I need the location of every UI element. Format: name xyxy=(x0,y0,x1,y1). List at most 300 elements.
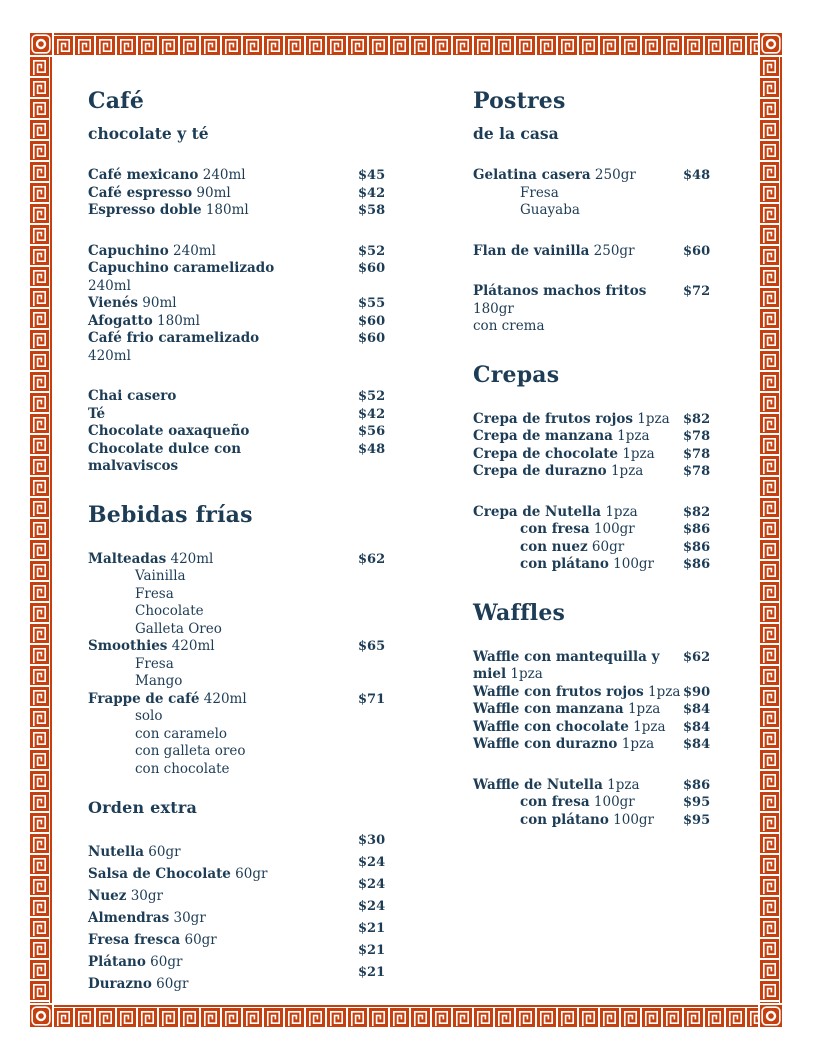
greek-key-tile-icon xyxy=(180,1008,199,1027)
item-detail: 90ml xyxy=(192,184,231,201)
item-name: Gelatina casera xyxy=(473,167,591,183)
item-text xyxy=(473,185,683,203)
item-price: $72 xyxy=(683,284,711,299)
item-price: $84 xyxy=(683,702,711,717)
greek-key-tile-icon xyxy=(30,330,49,349)
greek-key-tile-icon xyxy=(760,729,779,748)
menu-group xyxy=(473,283,725,336)
item-name: Nutella xyxy=(88,844,144,860)
item-text xyxy=(88,603,358,621)
greek-key-tile-icon xyxy=(30,666,49,685)
greek-key-tile-icon xyxy=(222,1008,241,1027)
item-detail: 90ml xyxy=(137,295,177,311)
item-detail: 180ml xyxy=(201,202,249,218)
greek-key-tile-icon xyxy=(642,1008,661,1027)
menu-section-bebidas-frias xyxy=(88,502,384,779)
section-title: Orden extra xyxy=(88,798,198,817)
item-detail: Fresa xyxy=(135,585,174,602)
menu-row xyxy=(88,185,384,203)
item-detail: 1pza xyxy=(617,736,655,752)
greek-key-tile-icon xyxy=(285,36,304,55)
item-price: $78 xyxy=(683,464,711,479)
item-price: $82 xyxy=(683,411,711,427)
greek-key-tile-icon xyxy=(54,1008,73,1027)
menu-group xyxy=(473,649,725,754)
greek-key-tile-icon xyxy=(760,939,779,958)
greek-key-tile-icon xyxy=(600,1008,619,1027)
greek-key-tile-icon xyxy=(760,624,779,643)
greek-key-tile-icon xyxy=(30,393,49,412)
greek-key-tile-icon xyxy=(760,981,779,1000)
greek-key-tile-icon xyxy=(30,351,49,370)
menu-row xyxy=(88,621,384,639)
menu-row xyxy=(88,568,384,586)
greek-key-tile-icon xyxy=(760,519,779,538)
greek-key-tile-icon xyxy=(760,792,779,811)
item-detail: 60gr xyxy=(230,866,268,882)
item-price: $60 xyxy=(358,313,386,329)
greek-key-tile-icon xyxy=(180,36,199,55)
item-name: Waffle con mantequilla y xyxy=(473,648,660,665)
item-detail: 250gr xyxy=(590,167,636,183)
item-name: Plátano xyxy=(88,954,146,970)
section-title: Crepas xyxy=(473,361,560,388)
greek-key-tile-icon xyxy=(663,36,682,55)
greek-key-tile-icon xyxy=(760,99,779,118)
item-detail: Fresa xyxy=(520,184,559,201)
greek-key-tile-icon xyxy=(760,540,779,559)
item-text xyxy=(88,185,358,203)
greek-key-tile-icon xyxy=(474,1008,493,1027)
greek-key-tile-icon xyxy=(747,1008,758,1027)
greek-key-tile-icon xyxy=(495,1008,514,1027)
menu-group xyxy=(473,777,725,830)
greek-key-tile-icon xyxy=(621,1008,640,1027)
greek-key-tile-icon xyxy=(75,36,94,55)
menu-row xyxy=(88,406,384,424)
menu-section-cafe xyxy=(88,88,384,476)
greek-key-tile-icon xyxy=(30,771,49,790)
item-detail: 420ml xyxy=(88,347,131,364)
greek-key-tile-icon xyxy=(201,1008,220,1027)
greek-key-tile-icon xyxy=(30,498,49,517)
item-detail: 1pza xyxy=(618,445,655,462)
greek-key-tile-icon xyxy=(30,750,49,769)
item-detail: Mango xyxy=(135,673,183,689)
item-text xyxy=(88,691,358,709)
greek-key-tile-icon xyxy=(760,372,779,391)
greek-key-tile-icon xyxy=(30,435,49,454)
menu-row xyxy=(473,649,725,684)
menu-row xyxy=(473,504,725,522)
item-name: Fresa fresca xyxy=(88,932,181,948)
item-detail: Chocolate xyxy=(135,603,204,619)
item-detail: 1pza xyxy=(623,701,661,717)
item-text xyxy=(88,885,358,907)
item-text xyxy=(473,649,683,684)
greek-key-tile-icon xyxy=(306,1008,325,1027)
greek-key-tile-icon xyxy=(30,288,49,307)
item-text xyxy=(88,551,358,569)
greek-key-tile-icon xyxy=(30,141,49,160)
menu-row xyxy=(88,603,384,621)
menu-row xyxy=(473,521,725,539)
item-detail: 60gr xyxy=(180,932,217,948)
menu-group xyxy=(88,551,384,779)
greek-key-tile-icon xyxy=(159,1008,178,1027)
greek-key-tile-icon xyxy=(117,36,136,55)
item-text xyxy=(88,295,358,313)
menu-group xyxy=(88,167,384,220)
menu-row xyxy=(88,638,384,656)
greek-key-tile-icon xyxy=(760,1002,779,1003)
item-detail: 30gr xyxy=(169,910,206,926)
item-text xyxy=(473,428,683,446)
greek-key-tile-icon xyxy=(760,897,779,916)
greek-key-tile-icon xyxy=(760,477,779,496)
greek-key-tile-icon xyxy=(30,309,49,328)
item-text xyxy=(88,761,358,779)
item-detail: 240ml xyxy=(198,167,246,183)
greek-key-tile-icon xyxy=(760,183,779,202)
item-price: $24 xyxy=(358,877,386,892)
greek-key-tile-icon xyxy=(30,414,49,433)
border-bottom xyxy=(54,1005,758,1027)
greek-key-tile-icon xyxy=(726,1008,745,1027)
border-rail xyxy=(780,57,782,1003)
greek-key-tile-icon xyxy=(96,36,115,55)
item-text xyxy=(88,973,358,995)
greek-key-tile-icon xyxy=(30,687,49,706)
greek-key-tile-icon xyxy=(30,477,49,496)
greek-key-tile-icon xyxy=(621,36,640,55)
greek-key-tile-icon xyxy=(411,1008,430,1027)
item-text xyxy=(88,708,358,726)
item-text xyxy=(88,638,358,656)
item-price: $78 xyxy=(683,446,711,462)
item-detail: 1pza xyxy=(632,410,670,427)
greek-key-tile-icon xyxy=(760,267,779,286)
item-text xyxy=(88,673,358,691)
item-name: Café frio caramelizado xyxy=(88,330,260,346)
item-text xyxy=(473,701,683,719)
item-name: Durazno xyxy=(88,976,152,992)
menu-section-crepas xyxy=(473,362,725,574)
greek-key-tile-icon xyxy=(369,1008,388,1027)
menu-row xyxy=(473,719,725,737)
greek-key-tile-icon xyxy=(30,162,49,181)
border-right xyxy=(760,57,782,1003)
item-detail: 240ml xyxy=(168,242,216,259)
menu-row xyxy=(88,656,384,674)
greek-key-tile-icon xyxy=(30,624,49,643)
greek-key-tile-icon xyxy=(75,1008,94,1027)
greek-key-tile-icon xyxy=(159,36,178,55)
greek-key-tile-icon xyxy=(760,456,779,475)
greek-key-tile-icon xyxy=(30,1002,49,1003)
greek-key-tile-icon xyxy=(432,1008,451,1027)
greek-key-tile-icon xyxy=(474,36,493,55)
item-price: $62 xyxy=(683,649,711,665)
item-detail: 1pza xyxy=(606,463,644,479)
item-price: $86 xyxy=(683,557,711,572)
greek-key-tile-icon xyxy=(760,57,779,76)
menu-row xyxy=(88,965,386,995)
greek-key-tile-icon xyxy=(432,36,451,55)
greek-key-tile-icon xyxy=(30,729,49,748)
menu-row xyxy=(88,673,384,691)
item-detail: con galleta oreo xyxy=(135,743,246,759)
item-text xyxy=(88,621,358,639)
border-rail xyxy=(50,57,52,1003)
menu-group xyxy=(88,388,384,476)
corner-medallion-icon xyxy=(30,33,52,55)
item-text xyxy=(88,243,358,261)
item-text xyxy=(88,202,358,220)
greek-key-tile-icon xyxy=(705,1008,724,1027)
item-price: $48 xyxy=(358,441,386,457)
greek-key-tile-icon xyxy=(453,36,472,55)
item-text xyxy=(88,726,358,744)
greek-key-tile-icon xyxy=(30,939,49,958)
greek-key-tile-icon xyxy=(30,204,49,223)
greek-key-tile-icon xyxy=(30,519,49,538)
greek-key-tile-icon xyxy=(760,855,779,874)
greek-key-tile-icon xyxy=(30,813,49,832)
menu-row xyxy=(88,586,384,604)
menu-section-postres xyxy=(473,88,725,336)
menu-section-orden-extra xyxy=(88,798,384,995)
item-name: Flan de vainilla xyxy=(473,242,590,259)
menu-row xyxy=(88,313,384,331)
item-name: Salsa de Chocolate xyxy=(88,866,231,882)
greek-key-tile-icon xyxy=(96,1008,115,1027)
item-price: $95 xyxy=(683,795,711,810)
greek-key-tile-icon xyxy=(30,57,49,76)
greek-key-tile-icon xyxy=(663,1008,682,1027)
greek-key-tile-icon xyxy=(747,36,758,55)
item-price: $58 xyxy=(358,203,386,218)
menu-row xyxy=(88,551,384,569)
greek-key-tile-icon xyxy=(760,288,779,307)
greek-key-tile-icon xyxy=(348,1008,367,1027)
item-text xyxy=(473,777,683,795)
greek-key-tile-icon xyxy=(558,1008,577,1027)
greek-key-tile-icon xyxy=(760,771,779,790)
greek-key-tile-icon xyxy=(760,246,779,265)
item-name: miel xyxy=(473,666,507,682)
item-name: Capuchino xyxy=(88,242,169,259)
greek-key-tile-icon xyxy=(30,918,49,937)
item-text xyxy=(473,684,683,702)
section-title: Bebidas frías xyxy=(88,501,253,528)
greek-key-tile-icon xyxy=(760,351,779,370)
item-text xyxy=(88,330,358,365)
item-detail: 100gr xyxy=(589,794,635,810)
greek-key-tile-icon xyxy=(760,876,779,895)
greek-key-tile-icon xyxy=(30,561,49,580)
menu-row xyxy=(473,283,725,336)
item-price: $78 xyxy=(683,429,711,444)
item-price: $21 xyxy=(358,921,386,936)
menu-row xyxy=(88,167,384,185)
greek-key-tile-icon xyxy=(726,36,745,55)
menu-row xyxy=(88,330,384,365)
border-left xyxy=(30,57,52,1003)
item-name: Chocolate dulce con xyxy=(88,440,242,457)
greek-key-tile-icon xyxy=(516,1008,535,1027)
item-text xyxy=(473,202,683,220)
greek-key-tile-icon xyxy=(760,603,779,622)
greek-key-tile-icon xyxy=(30,897,49,916)
corner-medallion-icon xyxy=(760,1005,782,1027)
item-detail: 1pza xyxy=(601,503,638,520)
item-name: Nuez xyxy=(88,888,127,904)
greek-key-tile-icon xyxy=(760,141,779,160)
item-price: $90 xyxy=(683,684,711,700)
item-text xyxy=(88,929,358,951)
greek-key-tile-icon xyxy=(30,855,49,874)
item-price: $82 xyxy=(683,504,711,520)
item-detail: con crema xyxy=(473,318,545,334)
item-name: Waffle con frutos rojos xyxy=(473,683,644,700)
greek-key-tile-icon xyxy=(558,36,577,55)
greek-key-tile-icon xyxy=(369,36,388,55)
item-text xyxy=(88,951,358,973)
item-text xyxy=(88,568,358,586)
menu-row xyxy=(473,794,725,812)
item-text xyxy=(473,794,683,812)
item-price: $60 xyxy=(358,331,386,346)
item-detail: 1pza xyxy=(506,666,543,682)
item-name: Capuchino caramelizado xyxy=(88,260,275,276)
item-text xyxy=(88,907,358,929)
item-price: $60 xyxy=(683,243,711,259)
greek-key-tile-icon xyxy=(537,1008,556,1027)
menu-row xyxy=(88,243,384,261)
section-title: Postres xyxy=(473,88,566,114)
greek-key-tile-icon xyxy=(760,666,779,685)
greek-key-tile-icon xyxy=(30,372,49,391)
item-text xyxy=(473,411,683,429)
item-name: Waffle con manzana xyxy=(473,701,624,717)
item-text xyxy=(88,388,358,406)
menu-row xyxy=(88,743,384,761)
item-detail: 60gr xyxy=(587,538,625,555)
item-text xyxy=(473,243,683,261)
menu-group xyxy=(473,167,725,220)
item-name: con fresa xyxy=(520,794,590,810)
item-price: $86 xyxy=(683,539,711,555)
greek-key-tile-icon xyxy=(117,1008,136,1027)
item-price: $42 xyxy=(358,185,386,201)
greek-key-tile-icon xyxy=(264,1008,283,1027)
greek-key-tile-icon xyxy=(760,918,779,937)
greek-key-tile-icon xyxy=(760,687,779,706)
menu-row xyxy=(473,463,725,481)
item-name: Plátanos machos fritos xyxy=(473,283,647,299)
menu-section-waffles xyxy=(473,600,725,830)
item-detail: con caramelo xyxy=(135,725,228,742)
menu-row xyxy=(88,260,384,295)
border-top xyxy=(54,33,758,55)
item-name: Almendras xyxy=(88,910,170,926)
menu-row xyxy=(88,691,384,709)
menu-row xyxy=(88,423,384,441)
item-name: Chocolate oaxaqueño xyxy=(88,423,250,439)
item-text xyxy=(88,406,358,424)
section-subtitle: de la casa xyxy=(473,124,559,143)
greek-key-tile-icon xyxy=(30,120,49,139)
item-text xyxy=(473,504,683,522)
greek-key-tile-icon xyxy=(327,36,346,55)
menu-group xyxy=(473,411,725,481)
greek-key-tile-icon xyxy=(138,1008,157,1027)
item-text xyxy=(473,446,683,464)
menu-row xyxy=(473,701,725,719)
greek-key-tile-icon xyxy=(516,36,535,55)
item-text xyxy=(473,736,683,754)
menu-row xyxy=(473,167,725,185)
item-name: Afogatto xyxy=(88,312,153,329)
greek-key-tile-icon xyxy=(30,183,49,202)
greek-key-tile-icon xyxy=(222,36,241,55)
border-left-tiles xyxy=(30,57,49,1003)
item-detail: Vainilla xyxy=(135,568,186,584)
border-rail xyxy=(54,1005,758,1007)
item-text xyxy=(88,260,358,295)
menu-row xyxy=(473,556,725,574)
item-price: $48 xyxy=(683,168,711,183)
menu-column-left xyxy=(88,88,384,995)
greek-key-tile-icon xyxy=(760,498,779,517)
greek-key-tile-icon xyxy=(30,981,49,1000)
item-detail: 420ml xyxy=(199,690,247,707)
item-price: $84 xyxy=(683,737,711,752)
item-name: con fresa xyxy=(520,521,590,537)
greek-key-tile-icon xyxy=(390,36,409,55)
greek-key-tile-icon xyxy=(760,120,779,139)
greek-key-tile-icon xyxy=(348,36,367,55)
greek-key-tile-icon xyxy=(579,1008,598,1027)
item-price: $62 xyxy=(358,551,386,567)
item-name: Crepa de Nutella xyxy=(473,503,602,520)
greek-key-tile-icon xyxy=(30,834,49,853)
greek-key-tile-icon xyxy=(642,36,661,55)
item-detail: Fresa xyxy=(135,655,174,672)
greek-key-tile-icon xyxy=(684,1008,703,1027)
menu-group xyxy=(88,243,384,366)
menu-group xyxy=(88,833,386,995)
menu-row xyxy=(88,388,384,406)
item-text xyxy=(88,313,358,331)
greek-key-tile-icon xyxy=(30,99,49,118)
greek-key-tile-icon xyxy=(453,1008,472,1027)
greek-key-tile-icon xyxy=(579,36,598,55)
item-text xyxy=(473,167,683,185)
item-price: $52 xyxy=(358,389,386,404)
menu-row xyxy=(473,446,725,464)
item-name: Vienés xyxy=(88,295,138,311)
border-right-tiles xyxy=(760,57,779,1003)
item-text xyxy=(88,863,358,885)
item-name: Crepa de manzana xyxy=(473,428,613,444)
greek-key-tile-icon xyxy=(54,36,73,55)
greek-key-tile-icon xyxy=(760,162,779,181)
greek-key-tile-icon xyxy=(30,246,49,265)
item-name: con plátano xyxy=(520,811,609,828)
item-name: Café mexicano xyxy=(88,167,199,183)
